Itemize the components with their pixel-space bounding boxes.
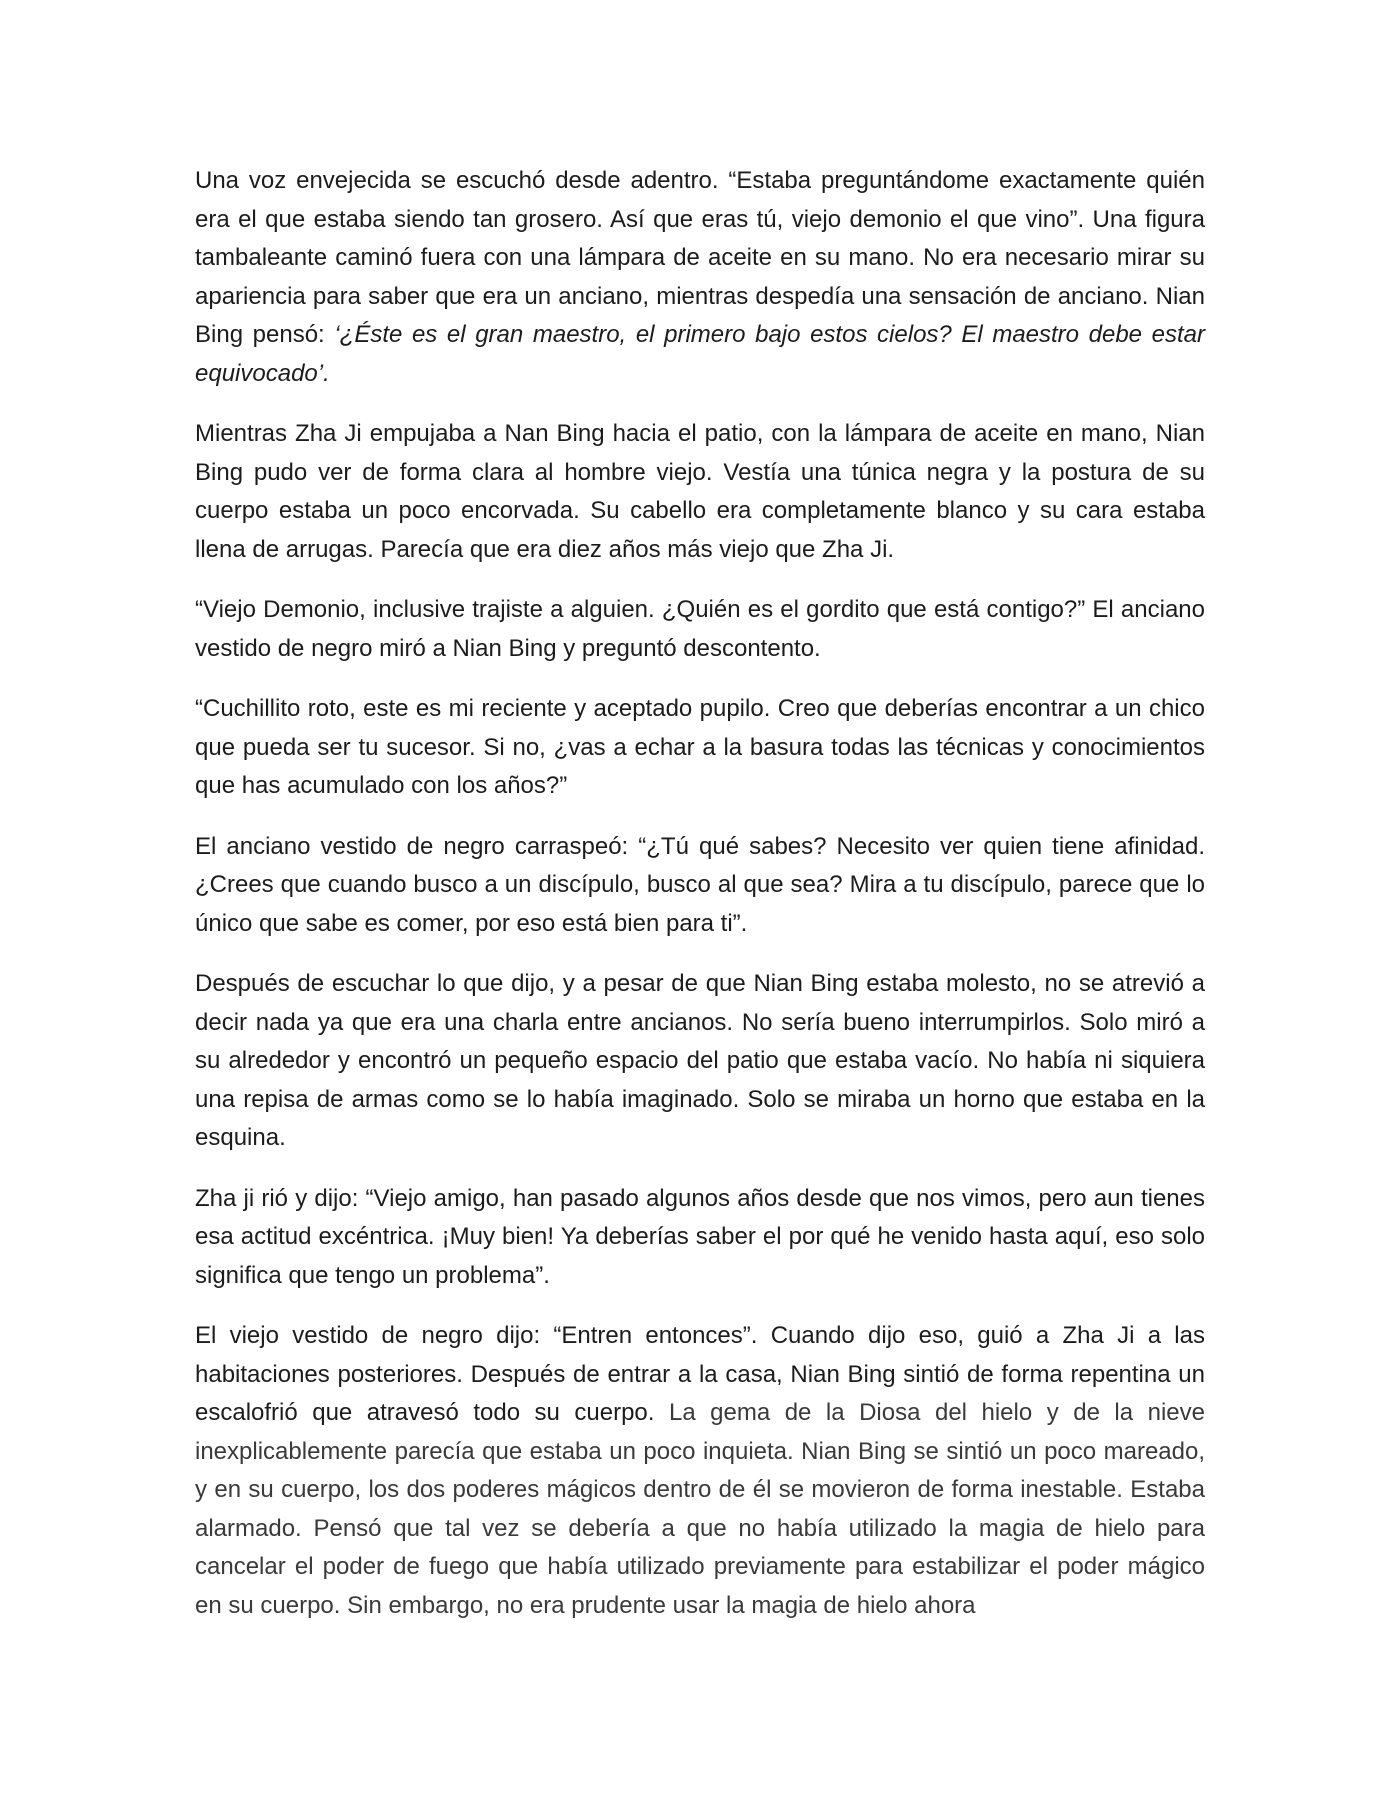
paragraph-7 [195,1180,1205,1296]
paragraph-1-text: Una voz envejecida se escuchó desde adentro. “Estaba preguntándome exactamente quién era el que estaba siendo tan grosero. Así que eras tú, viejo demonio el que vino”. Una figura tambaleante caminó fuera con una lámpara de aceite en su mano. No era necesario mirar su apariencia para saber que era un anciano, mientras despedía una sensación de anciano. Nian Bing pensó: [195,167,1205,348]
paragraph-5 [195,828,1205,944]
paragraph-4-text: “Cuchillito roto, este es mi reciente y aceptado pupilo. Creo que deberías encontrar a un chico que pueda ser tu sucesor. Si no, ¿vas a echar a la basura todas las técnicas y conocimientos que has acumulado con los años?” [195,695,1205,799]
paragraph-7-text: Zha ji rió y dijo: “Viejo amigo, han pasado algunos años desde que nos vimos, pero aun tienes esa actitud excéntrica. ¡Muy bien! Ya deberías saber el por qué he venido hasta aquí, eso solo significa que tengo un problema”. [195,1184,1205,1289]
paragraph-5-text: El anciano vestido de negro carraspeó: “¿Tú qué sabes? Necesito ver quien tiene afinidad. ¿Crees que cuando busco a un discípulo, busco al que sea? Mira a tu discípulo, parece que lo único que sabe es comer, por eso está bien para ti”. [195,832,1205,937]
paragraph-8-continuation: La gema de la Diosa del hielo y de la nieve inexplicablemente parecía que estaba un poco inquieta. Nian Bing se sintió un poco mareado, y en su cuerpo, los dos poderes mágicos dentro de él se movieron de forma inestable. Estaba alarmado. Pensó que tal vez se debería a que no había utilizado la magia de hielo para cancelar el poder de fuego que había utilizado previamente para estabilizar el poder mágico en su cuerpo. Sin embargo, no era prudente usar la magia de hielo ahora [195,1399,1205,1619]
paragraph-1-italic-thought: ‘¿Éste es el gran maestro, el primero bajo estos cielos? El maestro debe estar equivocado’. [195,321,1205,387]
paragraph-4 [195,690,1205,806]
paragraph-3-text: “Viejo Demonio, inclusive trajiste a alguien. ¿Quién es el gordito que está contigo?” El anciano vestido de negro miró a Nian Bing y preguntó descontento. [195,596,1205,662]
paragraph-1 [195,162,1205,393]
paragraph-6 [195,965,1205,1158]
paragraph-8-text: El viejo vestido de negro dijo: “Entren entonces”. Cuando dijo eso, guió a Zha Ji a las habitaciones posteriores. Después de entrar a la casa, Nian Bing sintió de forma repentina un escalofrió que atravesó todo su cuerpo. [195,1322,1205,1426]
document-body [195,162,1205,1647]
paragraph-8 [195,1317,1205,1625]
paragraph-3 [195,591,1205,668]
paragraph-2 [195,415,1205,569]
paragraph-6-text: Después de escuchar lo que dijo, y a pesar de que Nian Bing estaba molesto, no se atrevió a decir nada ya que era una charla entre ancianos. No sería bueno interrumpirlos. Solo miró a su alrededor y encontró un pequeño espacio del patio que estaba vacío. No había ni siquiera una repisa de armas como se lo había imaginado. Solo se miraba un horno que estaba en la esquina. [195,970,1205,1151]
paragraph-2-text: Mientras Zha Ji empujaba a Nan Bing hacia el patio, con la lámpara de aceite en mano, Nian Bing pudo ver de forma clara al hombre viejo. Vestía una túnica negra y la postura de su cuerpo estaba un poco encorvada. Su cabello era completamente blanco y su cara estaba llena de arrugas. Parecía que era diez años más viejo que Zha Ji. [195,420,1205,563]
